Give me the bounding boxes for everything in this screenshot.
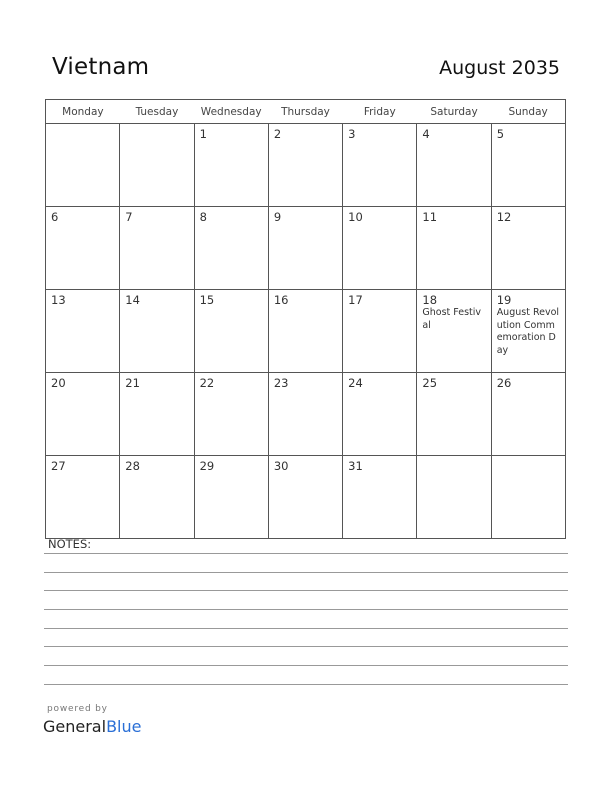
day-cell: [194, 373, 268, 456]
note-line: [44, 590, 568, 591]
day-cell: [268, 290, 342, 373]
day-cell: [417, 290, 491, 373]
day-number: 10: [348, 210, 363, 224]
day-number: 9: [273, 210, 282, 224]
weekday-tuesday: Tuesday: [120, 100, 194, 124]
day-cell: [46, 456, 120, 539]
day-number: 12: [496, 210, 512, 224]
day-number: 15: [199, 293, 215, 307]
day-cell: [194, 290, 268, 373]
day-number: 18: [422, 293, 438, 307]
day-cell: [417, 124, 491, 207]
day-cell: [46, 124, 120, 207]
day-cell: [120, 456, 194, 539]
day-cell: [491, 207, 565, 290]
powered-by-text: powered by: [47, 704, 108, 714]
day-cell: [491, 373, 565, 456]
day-number: 11: [422, 210, 438, 224]
day-cell: [120, 124, 194, 207]
day-number: 1: [199, 127, 207, 141]
day-number: 20: [51, 376, 66, 390]
week-row: [46, 456, 566, 539]
day-number: 30: [273, 459, 289, 473]
week-row: [46, 207, 566, 290]
day-number: 6: [51, 210, 59, 224]
week-row: [46, 124, 566, 207]
day-cell: [491, 290, 565, 373]
weekday-thursday: Thursday: [268, 100, 342, 124]
day-cell: [491, 124, 565, 207]
calendar-grid: [45, 99, 566, 539]
month-year-title: August 2035: [439, 57, 560, 79]
note-line: [44, 628, 568, 629]
day-cell: [268, 207, 342, 290]
brand-blue-text: Blue: [106, 717, 142, 736]
day-number: 3: [348, 127, 356, 141]
country-title: Vietnam: [52, 54, 150, 80]
day-cell: [268, 456, 342, 539]
weekday-monday: Monday: [46, 100, 120, 124]
weekday-sunday: Sunday: [491, 100, 565, 124]
day-cell: [268, 124, 342, 207]
day-number: 26: [496, 376, 512, 390]
generalblue-logo: [43, 717, 141, 736]
day-number: 14: [125, 293, 140, 307]
day-number: 13: [51, 293, 66, 307]
day-number: 24: [348, 376, 363, 390]
holiday-label: Ghost Festival: [422, 307, 482, 331]
weekday-wednesday: Wednesday: [194, 100, 268, 124]
day-number: 31: [348, 459, 363, 473]
day-number: 5: [496, 127, 505, 141]
note-line: [44, 665, 568, 666]
day-number: 25: [422, 376, 438, 390]
day-number: 4: [422, 127, 430, 141]
weekday-header-row: [46, 100, 566, 124]
day-cell: [343, 124, 417, 207]
calendar-body: [46, 124, 566, 539]
day-cell: [194, 124, 268, 207]
day-cell: [343, 290, 417, 373]
day-cell: [46, 373, 120, 456]
day-cell: [343, 373, 417, 456]
day-cell: [194, 456, 268, 539]
week-row: [46, 290, 566, 373]
note-line: [44, 646, 568, 647]
day-cell: [417, 207, 491, 290]
day-cell: [491, 456, 565, 539]
note-line: [44, 609, 568, 610]
day-number: 22: [199, 376, 215, 390]
day-number: 17: [348, 293, 363, 307]
day-number: 29: [199, 459, 215, 473]
day-number: 16: [273, 293, 289, 307]
day-cell: [120, 207, 194, 290]
note-line: [44, 553, 568, 554]
day-cell: [120, 290, 194, 373]
weekday-saturday: Saturday: [417, 100, 491, 124]
day-cell: [343, 456, 417, 539]
day-number: 2: [273, 127, 282, 141]
day-number: 8: [199, 210, 207, 224]
day-number: 21: [125, 376, 140, 390]
day-cell: [417, 373, 491, 456]
day-number: 19: [496, 293, 512, 307]
week-row: [46, 373, 566, 456]
notes-label: NOTES:: [48, 537, 92, 551]
day-cell: [194, 207, 268, 290]
day-cell: [417, 456, 491, 539]
holiday-label: August Revolution Commemoration Day: [496, 307, 560, 356]
day-cell: [343, 207, 417, 290]
day-number: 27: [51, 459, 66, 473]
day-number: 23: [273, 376, 289, 390]
day-number: 7: [125, 210, 133, 224]
day-cell: [268, 373, 342, 456]
day-cell: [46, 290, 120, 373]
note-line: [44, 684, 568, 685]
day-cell: [46, 207, 120, 290]
brand-general-text: General: [43, 717, 107, 736]
day-cell: [120, 373, 194, 456]
day-number: 28: [125, 459, 140, 473]
note-line: [44, 572, 568, 573]
weekday-friday: Friday: [343, 100, 417, 124]
